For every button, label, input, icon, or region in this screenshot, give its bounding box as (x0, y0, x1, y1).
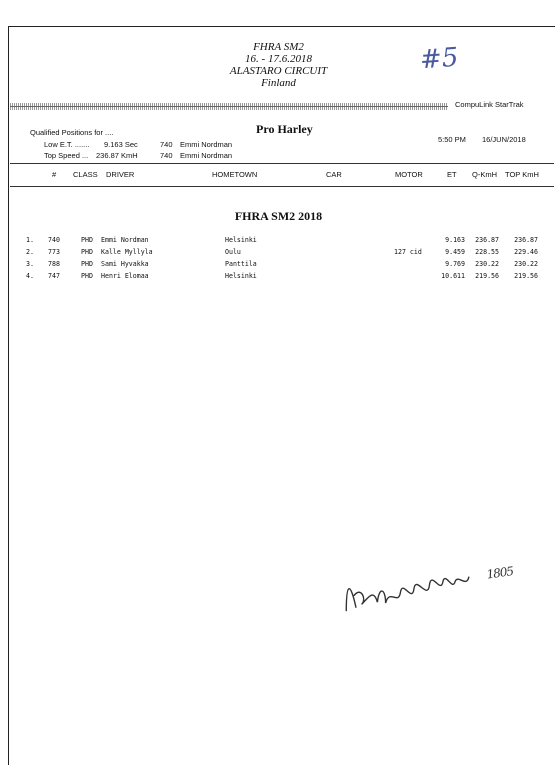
col-car: CAR (326, 170, 342, 179)
row-driver: Sami Hyvakka (101, 260, 149, 268)
row-driver: Henri Elomaa (101, 272, 149, 280)
row-class: PHD (81, 260, 93, 268)
row-top-kmh: 230.22 (514, 260, 538, 268)
row-class: PHD (81, 248, 93, 256)
row-q-kmh: 219.56 (475, 272, 499, 280)
report-time: 5:50 PM (438, 135, 466, 144)
row-et: 9.459 (445, 248, 465, 256)
row-top-kmh: 219.56 (514, 272, 538, 280)
low-et-driver: Emmi Nordman (180, 140, 233, 149)
row-car-number: 788 (48, 260, 60, 268)
divider-line (10, 106, 448, 107)
row-q-kmh: 228.55 (475, 248, 499, 256)
row-car-number: 740 (48, 236, 60, 244)
row-driver: Emmi Nordman (101, 236, 149, 244)
col-q-kmh: Q-KmH (472, 170, 497, 179)
col-pos: # (52, 170, 57, 179)
header-dates: 16. - 17.6.2018 (245, 53, 312, 65)
row-q-kmh: 236.87 (475, 236, 499, 244)
col-hometown: HOMETOWN (212, 170, 258, 179)
col-class: CLASS (73, 170, 98, 179)
row-et: 9.769 (445, 260, 465, 268)
row-top-kmh: 236.87 (514, 236, 538, 244)
col-motor: MOTOR (395, 170, 423, 179)
row-driver: Kalle Myllyla (101, 248, 153, 256)
top-speed-car: 740 (160, 151, 173, 160)
row-hometown: Panttila (225, 260, 257, 268)
top-speed-label: Top Speed ... (44, 151, 89, 160)
qualified-title: Qualified Positions for .... (30, 128, 114, 137)
row-motor: 127 cid (394, 248, 422, 256)
row-position: 3. (26, 260, 34, 268)
svg-text:1805: 1805 (485, 564, 514, 582)
event-class-title: Pro Harley (256, 122, 313, 136)
table-row (0, 248, 557, 259)
table-row (0, 272, 557, 283)
row-position: 1. (26, 236, 34, 244)
table-row (0, 236, 557, 247)
header-rule-top (10, 163, 554, 164)
row-top-kmh: 229.46 (514, 248, 538, 256)
header-venue: ALASTARO CIRCUIT (229, 65, 328, 77)
header-country: Finland (261, 77, 296, 89)
row-class: PHD (81, 236, 93, 244)
low-et-value: 9.163 Sec (104, 140, 138, 149)
col-driver: DRIVER (106, 170, 135, 179)
header-rule-bottom (10, 186, 554, 187)
table-row (0, 260, 557, 271)
row-car-number: 773 (48, 248, 60, 256)
row-et: 9.163 (445, 236, 465, 244)
row-q-kmh: 230.22 (475, 260, 499, 268)
col-top-kmh: TOP KmH (505, 170, 539, 179)
row-position: 2. (26, 248, 34, 256)
col-et: ET (447, 170, 457, 179)
row-hometown: Helsinki (225, 272, 257, 280)
low-et-label: Low E.T. ....... (44, 140, 90, 149)
report-date: 16/JUN/2018 (482, 135, 526, 144)
low-et-car: 740 (160, 140, 173, 149)
header-title: FHRA SM2 (253, 41, 304, 53)
top-speed-value: 236.87 KmH (96, 151, 138, 160)
row-car-number: 747 (48, 272, 60, 280)
row-class: PHD (81, 272, 93, 280)
row-position: 4. (26, 272, 34, 280)
row-hometown: Helsinki (225, 236, 257, 244)
row-hometown: Oulu (225, 248, 241, 256)
top-speed-driver: Emmi Nordman (180, 151, 233, 160)
row-et: 10.611 (441, 272, 465, 280)
handwritten-number: #5 (419, 42, 460, 76)
results-section-title: FHRA SM2 2018 (234, 209, 323, 223)
timing-system-brand: CompuLink StarTrak (455, 100, 524, 109)
